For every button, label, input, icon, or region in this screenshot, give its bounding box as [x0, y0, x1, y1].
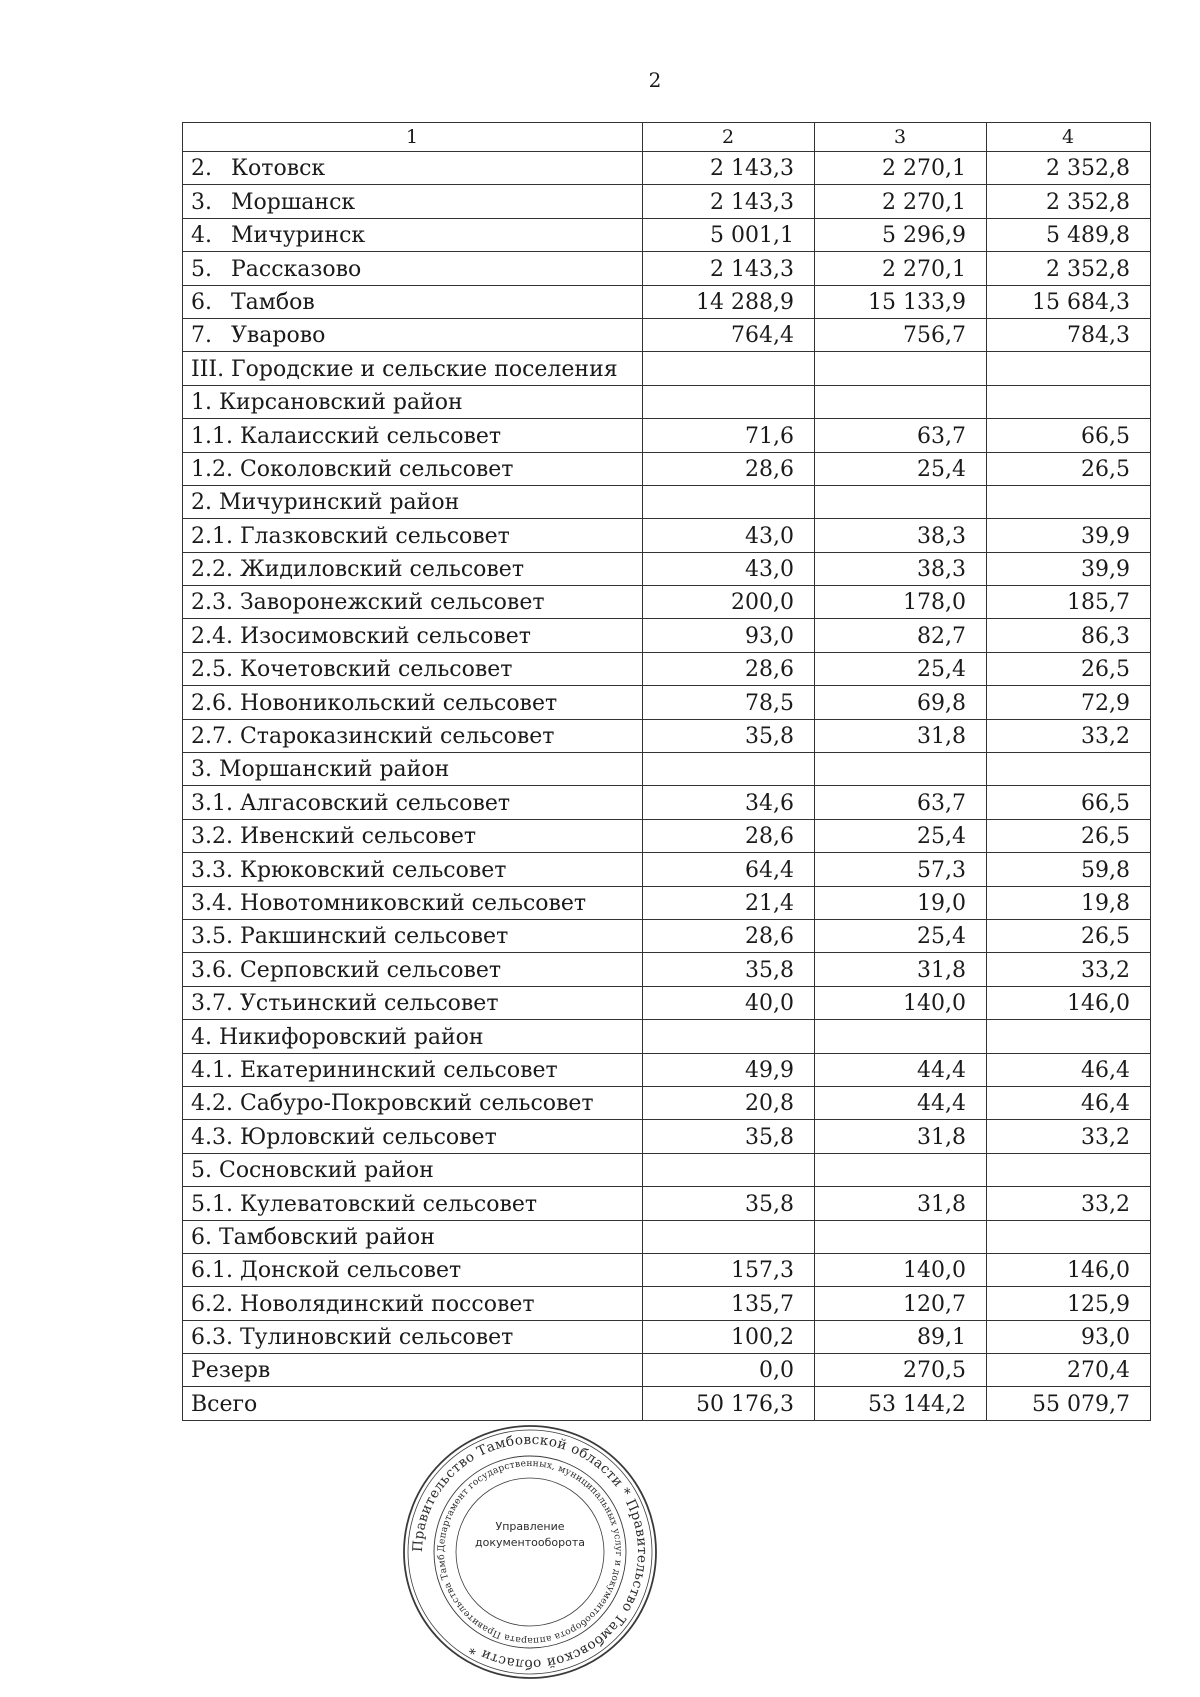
value-cell-2: 28,6	[643, 919, 815, 952]
value-cell-3: 178,0	[815, 586, 987, 619]
row-label-cell	[183, 786, 643, 819]
value-cell-2: 100,2	[643, 1320, 815, 1353]
value-cell-4: 46,4	[987, 1053, 1151, 1086]
row-label-cell	[183, 886, 643, 919]
value-cell-4: 33,2	[987, 1120, 1151, 1153]
row-index: 3.	[191, 189, 212, 215]
value-cell-4: 5 489,8	[987, 218, 1151, 251]
row-label: 1. Кирсановский район	[191, 390, 463, 416]
value-cell-2: 78,5	[643, 686, 815, 719]
value-cell-2: 93,0	[643, 619, 815, 652]
value-cell-4: 146,0	[987, 986, 1151, 1019]
value-cell-3: 25,4	[815, 919, 987, 952]
value-cell-2: 64,4	[643, 853, 815, 886]
table-row	[183, 819, 1151, 852]
value-cell-2: 21,4	[643, 886, 815, 919]
row-label: 2.2. Жидиловский сельсовет	[191, 557, 524, 583]
value-cell-3	[815, 1153, 987, 1186]
row-label-cell	[183, 452, 643, 485]
row-label-cell	[183, 1253, 643, 1286]
row-label-cell	[183, 218, 643, 251]
row-label: 6.2. Новолядинский поссовет	[191, 1291, 535, 1317]
row-label: 3.4. Новотомниковский сельсовет	[191, 890, 587, 916]
value-cell-3: 38,3	[815, 519, 987, 552]
value-cell-4: 33,2	[987, 953, 1151, 986]
value-cell-2: 43,0	[643, 519, 815, 552]
value-cell-4: 86,3	[987, 619, 1151, 652]
value-cell-4: 59,8	[987, 853, 1151, 886]
row-label: 4.2. Сабуро-Покровский сельсовет	[191, 1091, 594, 1117]
table-row	[183, 1253, 1151, 1286]
row-label-cell	[183, 185, 643, 218]
row-label-cell	[183, 1120, 643, 1153]
row-label-cell	[183, 1320, 643, 1353]
row-label-cell	[183, 385, 643, 418]
row-label-cell	[183, 318, 643, 351]
row-label-cell	[183, 1020, 643, 1053]
value-cell-3: 63,7	[815, 419, 987, 452]
table-row	[183, 419, 1151, 452]
value-cell-4: 39,9	[987, 519, 1151, 552]
row-label: 6.3. Тулиновский сельсовет	[191, 1325, 514, 1351]
table-row	[183, 1187, 1151, 1220]
table-row	[183, 218, 1151, 251]
value-cell-2: 40,0	[643, 986, 815, 1019]
value-cell-2: 35,8	[643, 953, 815, 986]
value-cell-4	[987, 385, 1151, 418]
row-label-cell	[183, 1053, 643, 1086]
header-cell-4: 4	[987, 123, 1151, 152]
table-row	[183, 1120, 1151, 1153]
row-label: 4.3. Юрловский сельсовет	[191, 1124, 497, 1150]
value-cell-4	[987, 352, 1151, 385]
row-label-cell	[183, 1287, 643, 1320]
value-cell-4: 55 079,7	[987, 1387, 1151, 1420]
value-cell-3	[815, 352, 987, 385]
value-cell-3: 53 144,2	[815, 1387, 987, 1420]
value-cell-3: 31,8	[815, 953, 987, 986]
row-label: 2.1. Глазковский сельсовет	[191, 523, 510, 549]
row-label: 6. Тамбовский район	[191, 1224, 435, 1250]
value-cell-3: 2 270,1	[815, 185, 987, 218]
table-row	[183, 519, 1151, 552]
row-index: 5.	[191, 256, 212, 282]
row-label: 2.7. Староказинский сельсовет	[191, 724, 555, 750]
stamp-center-line-1: Управление	[495, 1520, 565, 1533]
value-cell-3: 5 296,9	[815, 218, 987, 251]
table-row	[183, 485, 1151, 518]
value-cell-2: 49,9	[643, 1053, 815, 1086]
row-label: Всего	[191, 1391, 258, 1417]
official-stamp	[400, 1422, 660, 1682]
table-row	[183, 552, 1151, 585]
value-cell-4: 15 684,3	[987, 285, 1151, 318]
row-label: Резерв	[191, 1358, 271, 1384]
value-cell-3: 31,8	[815, 719, 987, 752]
table-row	[183, 686, 1151, 719]
value-cell-3: 31,8	[815, 1120, 987, 1153]
value-cell-3	[815, 753, 987, 786]
value-cell-2	[643, 1020, 815, 1053]
value-cell-3: 140,0	[815, 1253, 987, 1286]
stamp-inner-text: Департамент государственных, муниципальных услуг и документооборота аппарата Правительства Тамб	[435, 1457, 625, 1647]
row-label-cell	[183, 285, 643, 318]
value-cell-3: 756,7	[815, 318, 987, 351]
table-row	[183, 285, 1151, 318]
value-cell-4: 26,5	[987, 819, 1151, 852]
value-cell-2: 157,3	[643, 1253, 815, 1286]
row-label: 4. Никифоровский район	[191, 1024, 484, 1050]
value-cell-2: 764,4	[643, 318, 815, 351]
row-label-cell	[183, 519, 643, 552]
value-cell-2: 34,6	[643, 786, 815, 819]
table-row	[183, 318, 1151, 351]
value-cell-4: 2 352,8	[987, 185, 1151, 218]
row-label: 4.1. Екатерининский сельсовет	[191, 1057, 558, 1083]
row-label-cell	[183, 1086, 643, 1119]
value-cell-4: 33,2	[987, 1187, 1151, 1220]
value-cell-3: 82,7	[815, 619, 987, 652]
value-cell-4: 46,4	[987, 1086, 1151, 1119]
value-cell-3: 25,4	[815, 652, 987, 685]
table-row	[183, 1354, 1151, 1387]
table-row	[183, 986, 1151, 1019]
row-index: 6.	[191, 289, 212, 315]
row-label-cell	[183, 1354, 643, 1387]
value-cell-3: 38,3	[815, 552, 987, 585]
row-label-cell	[183, 352, 643, 385]
table-row	[183, 719, 1151, 752]
table-row	[183, 919, 1151, 952]
value-cell-2	[643, 753, 815, 786]
table-row	[183, 1320, 1151, 1353]
row-label-cell	[183, 419, 643, 452]
value-cell-2	[643, 385, 815, 418]
row-label-cell	[183, 919, 643, 952]
value-cell-4: 26,5	[987, 919, 1151, 952]
header-cell-1: 1	[183, 123, 643, 152]
value-cell-4: 66,5	[987, 419, 1151, 452]
table-row	[183, 786, 1151, 819]
row-index: 7.	[191, 323, 212, 349]
row-label-cell	[183, 652, 643, 685]
value-cell-3: 270,5	[815, 1354, 987, 1387]
header-cell-2: 2	[643, 123, 815, 152]
value-cell-4: 784,3	[987, 318, 1151, 351]
value-cell-2: 2 143,3	[643, 252, 815, 285]
value-cell-3	[815, 1020, 987, 1053]
row-label-cell	[183, 485, 643, 518]
value-cell-2: 2 143,3	[643, 185, 815, 218]
value-cell-3: 89,1	[815, 1320, 987, 1353]
row-label: III. Городские и сельские поселения	[191, 356, 618, 382]
budget-table	[182, 122, 1151, 1421]
value-cell-4: 26,5	[987, 652, 1151, 685]
value-cell-3: 19,0	[815, 886, 987, 919]
row-label-cell	[183, 1387, 643, 1420]
row-label: Рассказово	[231, 256, 362, 282]
stamp-seal-graphic	[400, 1422, 660, 1682]
value-cell-3: 140,0	[815, 986, 987, 1019]
value-cell-2	[643, 1153, 815, 1186]
table-row	[183, 886, 1151, 919]
value-cell-2: 71,6	[643, 419, 815, 452]
value-cell-2: 0,0	[643, 1354, 815, 1387]
row-label: 2.3. Заворонежский сельсовет	[191, 590, 545, 616]
row-label: 3.2. Ивенский сельсовет	[191, 824, 477, 850]
value-cell-3: 63,7	[815, 786, 987, 819]
table-row	[183, 452, 1151, 485]
row-label: 3.3. Крюковский сельсовет	[191, 857, 507, 883]
row-label-cell	[183, 819, 643, 852]
table-row	[183, 352, 1151, 385]
stamp-center-text	[450, 1519, 610, 1551]
value-cell-2: 135,7	[643, 1287, 815, 1320]
value-cell-4: 72,9	[987, 686, 1151, 719]
value-cell-4: 19,8	[987, 886, 1151, 919]
row-label: 1.2. Соколовский сельсовет	[191, 456, 514, 482]
row-label: 3.1. Алгасовский сельсовет	[191, 790, 511, 816]
value-cell-4: 39,9	[987, 552, 1151, 585]
value-cell-4	[987, 753, 1151, 786]
value-cell-3: 69,8	[815, 686, 987, 719]
value-cell-4: 125,9	[987, 1287, 1151, 1320]
value-cell-2: 20,8	[643, 1086, 815, 1119]
value-cell-2: 35,8	[643, 1187, 815, 1220]
table-row	[183, 619, 1151, 652]
table-row	[183, 1053, 1151, 1086]
value-cell-3: 2 270,1	[815, 252, 987, 285]
value-cell-4: 93,0	[987, 1320, 1151, 1353]
value-cell-4: 270,4	[987, 1354, 1151, 1387]
value-cell-3: 44,4	[815, 1086, 987, 1119]
row-label: 1.1. Калаисский сельсовет	[191, 423, 502, 449]
row-label: 2.6. Новоникольский сельсовет	[191, 690, 558, 716]
value-cell-2: 28,6	[643, 452, 815, 485]
row-label: Моршанск	[231, 189, 356, 215]
row-label: 3.5. Ракшинский сельсовет	[191, 924, 509, 950]
row-label-cell	[183, 1187, 643, 1220]
value-cell-3	[815, 485, 987, 518]
row-label-cell	[183, 152, 643, 185]
page-number: 2	[648, 68, 662, 92]
value-cell-4: 2 352,8	[987, 252, 1151, 285]
value-cell-2: 43,0	[643, 552, 815, 585]
value-cell-4: 2 352,8	[987, 152, 1151, 185]
value-cell-3: 15 133,9	[815, 285, 987, 318]
value-cell-2: 35,8	[643, 1120, 815, 1153]
row-label: 6.1. Донской сельсовет	[191, 1258, 462, 1284]
value-cell-2: 2 143,3	[643, 152, 815, 185]
value-cell-3: 2 270,1	[815, 152, 987, 185]
row-label-cell	[183, 586, 643, 619]
value-cell-4: 185,7	[987, 586, 1151, 619]
value-cell-3: 57,3	[815, 853, 987, 886]
table-row	[183, 1220, 1151, 1253]
row-label: Котовск	[231, 156, 326, 182]
row-label: 2.4. Изосимовский сельсовет	[191, 623, 531, 649]
row-label-cell	[183, 1220, 643, 1253]
row-label-cell	[183, 1153, 643, 1186]
value-cell-3	[815, 385, 987, 418]
value-cell-4	[987, 1153, 1151, 1186]
value-cell-2: 28,6	[643, 819, 815, 852]
value-cell-4: 33,2	[987, 719, 1151, 752]
row-label: 2.5. Кочетовский сельсовет	[191, 657, 513, 683]
table-header-row	[183, 123, 1151, 152]
row-label-cell	[183, 719, 643, 752]
row-label-cell	[183, 953, 643, 986]
row-label: 3. Моршанский район	[191, 757, 450, 783]
value-cell-3: 25,4	[815, 452, 987, 485]
table-row	[183, 586, 1151, 619]
value-cell-3: 25,4	[815, 819, 987, 852]
table-row	[183, 385, 1151, 418]
table-row	[183, 1287, 1151, 1320]
value-cell-2: 35,8	[643, 719, 815, 752]
row-label: Мичуринск	[231, 223, 366, 249]
value-cell-2: 200,0	[643, 586, 815, 619]
row-label-cell	[183, 619, 643, 652]
row-index: 4.	[191, 223, 212, 249]
row-label: 5.1. Кулеватовский сельсовет	[191, 1191, 538, 1217]
row-label: 2. Мичуринский район	[191, 490, 460, 516]
row-label-cell	[183, 552, 643, 585]
table-row	[183, 1086, 1151, 1119]
value-cell-4	[987, 485, 1151, 518]
table-row	[183, 1153, 1151, 1186]
row-label: Уварово	[231, 323, 326, 349]
value-cell-2	[643, 485, 815, 518]
value-cell-2: 28,6	[643, 652, 815, 685]
table-row	[183, 953, 1151, 986]
value-cell-2	[643, 352, 815, 385]
row-label-cell	[183, 986, 643, 1019]
table-row	[183, 252, 1151, 285]
value-cell-4	[987, 1220, 1151, 1253]
row-label-cell	[183, 252, 643, 285]
row-label-cell	[183, 853, 643, 886]
value-cell-2: 5 001,1	[643, 218, 815, 251]
value-cell-3: 120,7	[815, 1287, 987, 1320]
value-cell-4: 146,0	[987, 1253, 1151, 1286]
value-cell-2	[643, 1220, 815, 1253]
row-label-cell	[183, 686, 643, 719]
table-row	[183, 185, 1151, 218]
header-cell-3: 3	[815, 123, 987, 152]
value-cell-4	[987, 1020, 1151, 1053]
value-cell-3: 31,8	[815, 1187, 987, 1220]
row-label: 5. Сосновский район	[191, 1158, 434, 1184]
table-row	[183, 152, 1151, 185]
table-row	[183, 1020, 1151, 1053]
stamp-outer-text: Правительство Тамбовской области * Правительство Тамбовской области *	[409, 1431, 651, 1673]
row-label: 3.7. Устьинский сельсовет	[191, 991, 499, 1017]
value-cell-4: 26,5	[987, 452, 1151, 485]
row-label: 3.6. Серповский сельсовет	[191, 957, 502, 983]
value-cell-3: 44,4	[815, 1053, 987, 1086]
table-row	[183, 853, 1151, 886]
value-cell-2: 14 288,9	[643, 285, 815, 318]
value-cell-3	[815, 1220, 987, 1253]
table-row	[183, 652, 1151, 685]
row-label: Тамбов	[231, 289, 315, 315]
row-label-cell	[183, 753, 643, 786]
row-index: 2.	[191, 156, 212, 182]
table-row	[183, 753, 1151, 786]
value-cell-2: 50 176,3	[643, 1387, 815, 1420]
table-row	[183, 1387, 1151, 1420]
value-cell-4: 66,5	[987, 786, 1151, 819]
stamp-center-line-2: документооборота	[475, 1536, 585, 1549]
